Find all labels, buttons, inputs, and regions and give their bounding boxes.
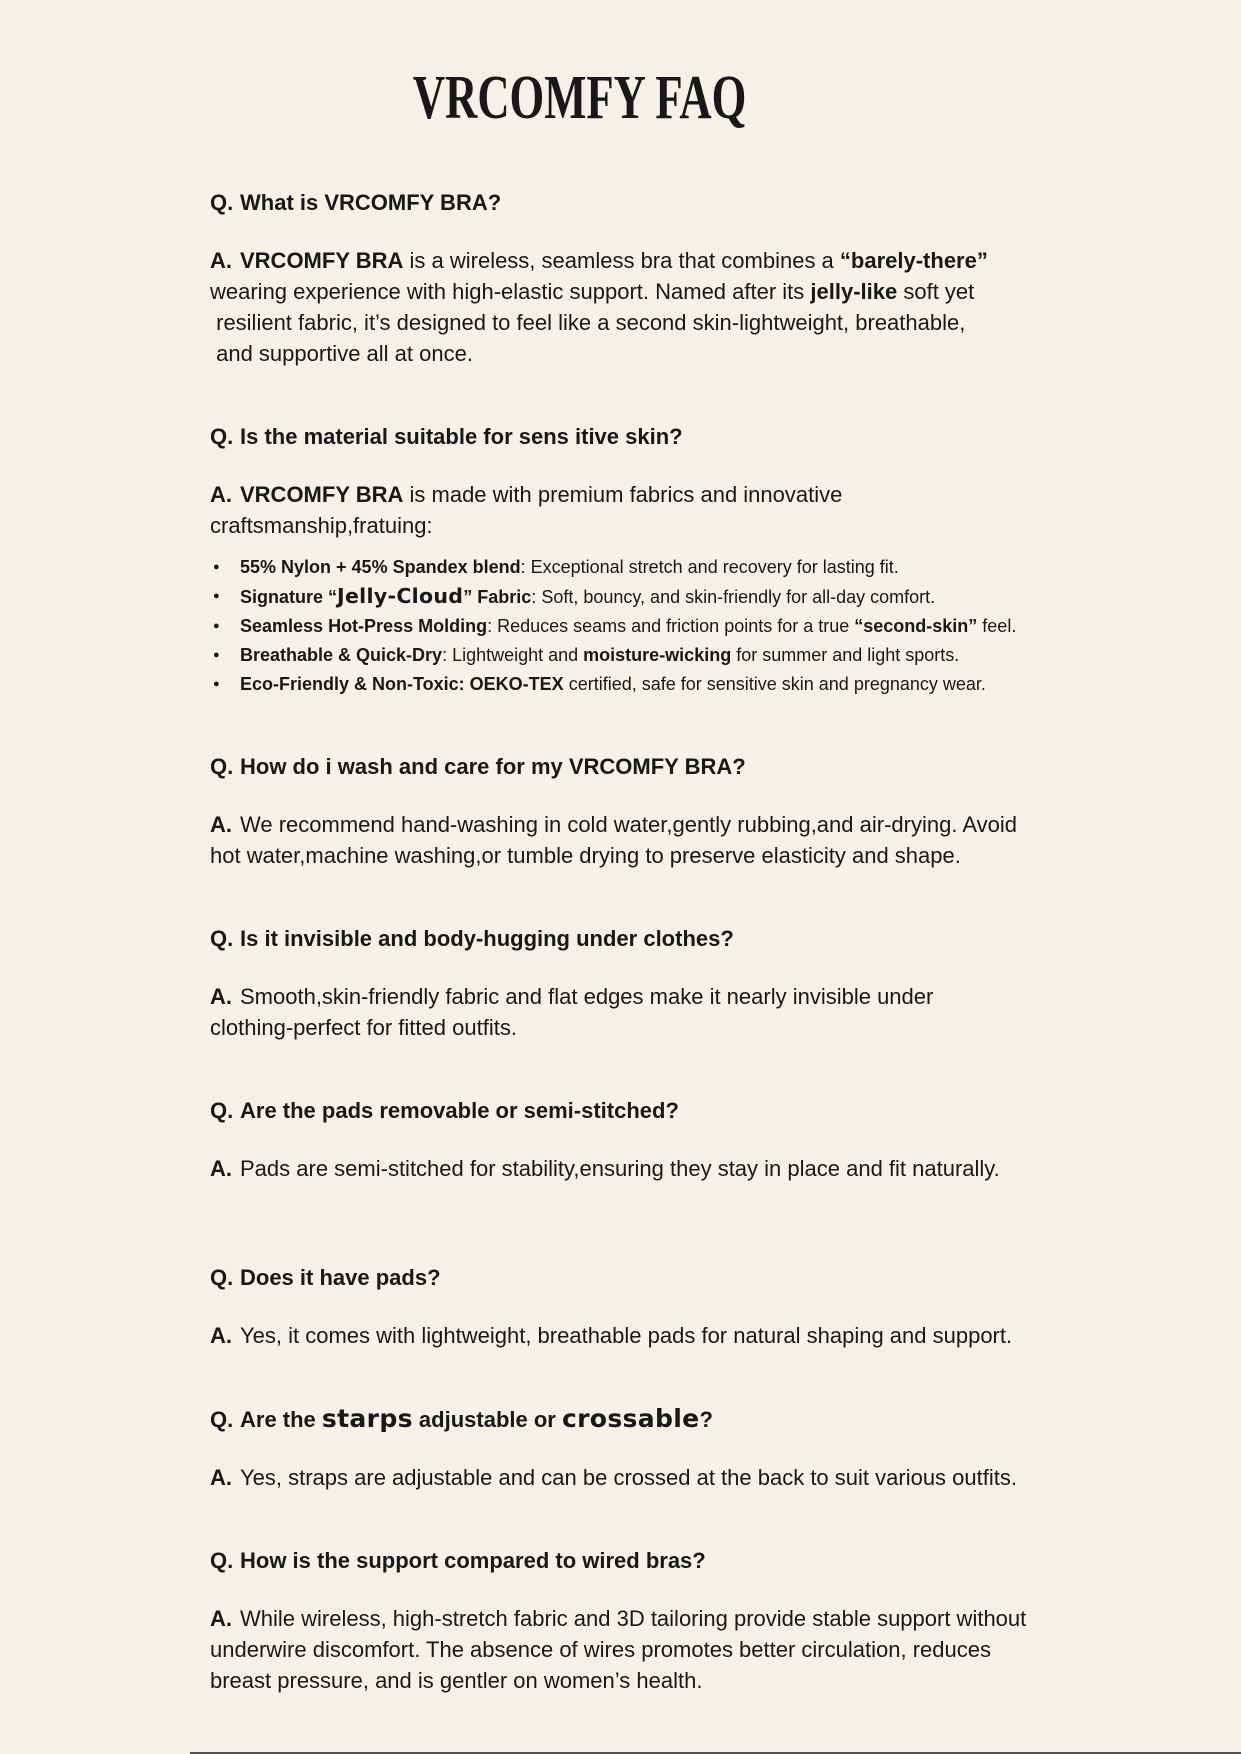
text-segment: resilient fabric, it’s designed to feel like a second skin-lightweight, breathable, — [210, 310, 966, 336]
text-segment: : Lightweight and — [442, 645, 584, 666]
answer-label: A. — [210, 1606, 232, 1632]
faq-answer — [210, 479, 1161, 541]
faq-question — [210, 187, 1161, 219]
faq-question — [210, 923, 1161, 955]
text-segment: : Reduces seams and friction points for a true — [487, 616, 855, 637]
answer-line — [210, 510, 1161, 541]
text-segment: is made with premium fabrics and innovative — [403, 482, 843, 508]
text-segment: feel. — [977, 616, 1017, 637]
text-segment: How do i wash and care for my VRCOMFY BRA? — [240, 754, 746, 780]
bullet-icon: ● — [213, 649, 220, 662]
text-segment: 55% Nylon + 45% Spandex blend — [240, 557, 521, 578]
text-segment: moisture-wicking — [583, 645, 732, 666]
faq-question — [210, 1545, 1161, 1577]
answer-label: A. — [210, 812, 232, 838]
answer-line — [210, 1320, 1161, 1351]
text-segment: hot water,machine washing,or tumble drying to preserve elasticity and shape. — [210, 843, 961, 869]
faq-item — [210, 1545, 1161, 1696]
text-segment: Yes, it comes with lightweight, breathable pads for natural shaping and support. — [240, 1323, 1013, 1349]
faq-question — [210, 1262, 1161, 1294]
text-segment: Smooth,skin-friendly fabric and flat edges make it nearly invisible under — [240, 984, 934, 1010]
bullet-text — [240, 612, 1016, 641]
text-segment: VRCOMFY BRA — [240, 248, 404, 274]
page-title: VRCOMFY FAQ — [412, 64, 747, 132]
bullet-icon: ● — [213, 590, 220, 603]
bullet-text — [240, 670, 986, 699]
answer-line — [210, 1153, 1161, 1184]
answer-line — [210, 276, 1161, 307]
text-segment: underwire discomfort. The absence of wires promotes better circulation, reduces — [210, 1637, 991, 1663]
faq-answer — [210, 245, 1161, 369]
faq-item — [210, 1095, 1161, 1184]
text-segment: Breathable & Quick-Dry — [240, 645, 443, 666]
answer-line — [210, 1665, 1161, 1696]
faq-answer — [210, 1320, 1161, 1351]
answer-label: A. — [210, 482, 232, 508]
text-segment: clothing-perfect for fitted outfits. — [210, 1015, 517, 1041]
faq-answer — [210, 809, 1161, 871]
text-segment: “barely-there” — [839, 248, 988, 274]
question-text — [240, 190, 501, 215]
text-segment: ? — [699, 1407, 713, 1433]
faq-question — [210, 1403, 1161, 1436]
text-segment: adjustable or — [412, 1407, 562, 1433]
text-segment: Is the material suitable for sens itive skin? — [240, 424, 683, 450]
bullet-text — [240, 641, 959, 670]
question-text — [240, 1404, 713, 1434]
text-segment: Signature “ — [240, 587, 338, 608]
answer-line — [210, 245, 1161, 276]
bullet-icon: ● — [213, 561, 220, 574]
faq-question — [210, 1095, 1161, 1127]
answer-label: A. — [210, 248, 232, 274]
answer-line — [210, 1603, 1161, 1634]
text-segment: : Exceptional stretch and recovery for lasting fit. — [520, 557, 899, 578]
answer-line — [210, 840, 1161, 871]
text-segment: and supportive all at once. — [210, 341, 473, 367]
question-label: Q. — [210, 1407, 234, 1433]
faq-question — [210, 421, 1161, 453]
text-segment: What is VRCOMFY BRA? — [240, 190, 502, 216]
answer-line — [210, 1012, 1161, 1043]
answer-label: A. — [210, 1156, 232, 1182]
faq-item — [210, 187, 1161, 369]
answer-line — [210, 479, 1161, 510]
text-segment: wearing experience with high-elastic support. Named after its — [210, 279, 811, 305]
question-text — [240, 1098, 679, 1123]
text-segment: for summer and light sports. — [731, 645, 960, 666]
faq-item — [210, 1403, 1161, 1493]
bullet-icon: ● — [213, 678, 220, 691]
question-label: Q. — [210, 754, 234, 780]
faq-item — [210, 923, 1161, 1043]
bullet-text — [240, 582, 935, 612]
text-segment: Seamless Hot-Press Molding — [240, 616, 488, 637]
bullet-icon: ● — [213, 620, 220, 633]
answer-label: A. — [210, 1465, 232, 1491]
text-segment: soft yet — [897, 279, 975, 305]
answer-line — [210, 307, 1161, 338]
text-segment: We recommend hand-washing in cold water,gently rubbing,and air-drying. Avoid — [240, 812, 1017, 838]
text-segment: VRCOMFY BRA — [240, 482, 404, 508]
question-label: Q. — [210, 1548, 234, 1574]
text-segment: “second-skin” — [854, 616, 978, 637]
text-segment: jelly-like — [810, 279, 898, 305]
answer-line — [210, 1462, 1161, 1493]
text-segment: Is it invisible and body-hugging under clothes? — [240, 926, 734, 952]
text-segment: starps — [321, 1404, 413, 1434]
faq-item — [210, 421, 1161, 699]
faq-list — [0, 187, 1241, 1696]
answer-line — [210, 338, 1161, 369]
question-label: Q. — [210, 1265, 234, 1291]
bullet-item — [210, 670, 1161, 699]
text-segment: Yes, straps are adjustable and can be crossed at the back to suit various outfits. — [240, 1465, 1017, 1491]
text-segment: : Soft, bouncy, and skin-friendly for all-day comfort. — [531, 587, 936, 608]
text-segment: How is the support compared to wired bras? — [240, 1548, 706, 1574]
answer-label: A. — [210, 984, 232, 1010]
text-segment: Are the — [240, 1407, 322, 1433]
faq-answer — [210, 1603, 1161, 1696]
answer-line — [210, 981, 1161, 1012]
text-segment: craftsmanship,fratuing: — [210, 513, 433, 539]
faq-answer — [210, 1462, 1161, 1493]
answer-line — [210, 809, 1161, 840]
question-label: Q. — [210, 190, 234, 216]
bullet-text — [240, 553, 899, 582]
text-segment: Pads are semi-stitched for stability,ensuring they stay in place and fit naturally. — [240, 1156, 1000, 1182]
text-segment: certified, safe for sensitive skin and pregnancy wear. — [563, 674, 986, 695]
text-segment: breast pressure, and is gentler on women’s health. — [210, 1668, 703, 1694]
question-label: Q. — [210, 1098, 234, 1124]
bullet-item — [210, 612, 1161, 641]
faq-question — [210, 751, 1161, 783]
bullet-item — [210, 553, 1161, 582]
text-segment: Does it have pads? — [240, 1265, 441, 1291]
faq-item — [210, 751, 1161, 871]
title-wrap — [0, 63, 1241, 134]
faq-item — [210, 1262, 1161, 1351]
bullet-item — [210, 582, 1161, 612]
text-segment: crossable — [561, 1404, 700, 1434]
question-text — [240, 926, 734, 951]
text-segment: ” Fabric — [463, 587, 532, 608]
text-segment: Eco-Friendly & Non-Toxic: OEKO-TEX — [240, 674, 564, 695]
answer-line — [210, 1634, 1161, 1665]
question-text — [240, 424, 683, 449]
question-text — [240, 1548, 706, 1573]
text-segment: While wireless, high-stretch fabric and 3D tailoring provide stable support without — [240, 1606, 1027, 1632]
answer-label: A. — [210, 1323, 232, 1349]
text-segment: Are the pads removable or semi-stitched? — [240, 1098, 679, 1124]
faq-answer — [210, 981, 1161, 1043]
bullet-item — [210, 641, 1161, 670]
faq-answer — [210, 1153, 1161, 1184]
text-segment: is a wireless, seamless bra that combines a — [403, 248, 840, 274]
bullet-list — [210, 553, 1161, 699]
question-label: Q. — [210, 926, 234, 952]
question-text — [240, 754, 746, 779]
text-segment: Jelly-Cloud — [337, 584, 464, 609]
question-label: Q. — [210, 424, 234, 450]
question-text — [240, 1265, 441, 1290]
